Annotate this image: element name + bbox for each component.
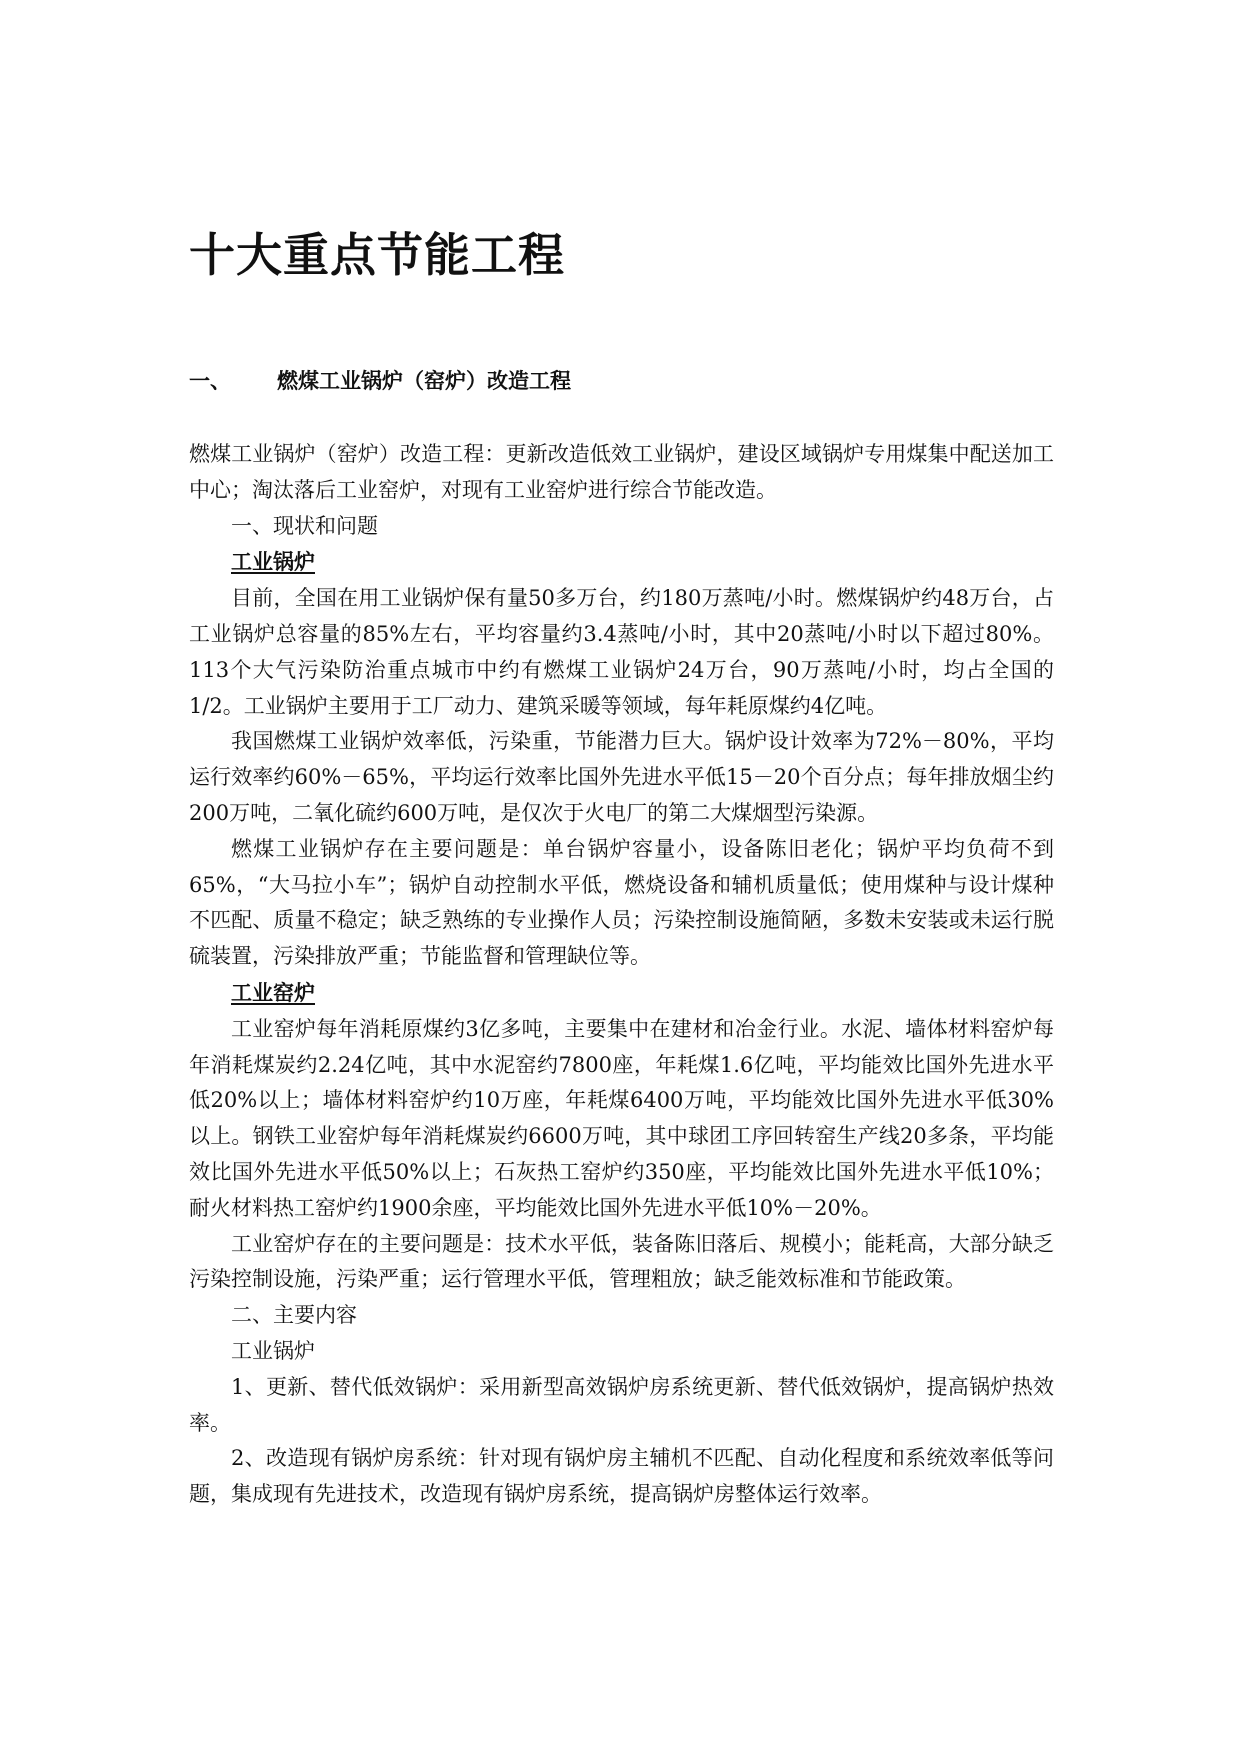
paragraph-kiln-problems: 工业窑炉存在的主要问题是：技术水平低，装备陈旧落后、规模小；能耗高，大部分缺乏污染控制设施，污染严重；运行管理水平低，管理粗放；缺乏能效标准和节能政策。: [189, 1231, 1054, 1292]
subsection-heading-status: 一、现状和问题: [231, 513, 378, 538]
content-item-2: 2、改造现有锅炉房系统：针对现有锅炉房主辅机不匹配、自动化程度和系统效率低等问题，集成现有先进技术，改造现有锅炉房系统，提高锅炉房整体运行效率。: [189, 1446, 1054, 1507]
subheading-label: 工业锅炉: [231, 549, 315, 575]
paragraph-boiler-problems: 燃煤工业锅炉存在主要问题是：单台锅炉容量小，设备陈旧老化；锅炉平均负荷不到65%，“大马拉小车”；锅炉自动控制水平低，燃烧设备和辅机质量低；使用煤种与设计煤种不匹配、质量不稳定；缺乏熟练的专业操作人员；污染控制设施简陋，多数未安装或未运行脱硫装置，污染排放严重；节能监督和管理缺位等。: [189, 836, 1054, 969]
paragraph-boiler-stats: 目前，全国在用工业锅炉保有量50多万台，约180万蒸吨/小时。燃煤锅炉约48万台，占工业锅炉总容量的85%左右，平均容量约3.4蒸吨/小时，其中20蒸吨/小时以下超过80%。113个大气污染防治重点城市中约有燃煤工业锅炉24万台，90万蒸吨/小时，均占全国的1/2。工业锅炉主要用于工厂动力、建筑采暖等领域，每年耗原煤约4亿吨。: [189, 586, 1054, 718]
content-item-1: 1、更新、替代低效锅炉：采用新型高效锅炉房系统更新、替代低效锅炉，提高锅炉热效率。: [189, 1374, 1054, 1435]
subheading-industrial-kilns: [189, 975, 1054, 1012]
subheading-label: 工业窑炉: [231, 979, 315, 1005]
intro-paragraph: 燃煤工业锅炉（窑炉）改造工程：更新改造低效工业锅炉，建设区域锅炉专用煤集中配送加工中心；淘汰落后工业窑炉，对现有工业窑炉进行综合节能改造。: [189, 442, 1054, 502]
section-title: 燃煤工业锅炉（窑炉）改造工程: [277, 369, 571, 393]
subheading-industrial-boilers: [189, 544, 1054, 581]
section-number: 一、: [189, 369, 231, 393]
subsection-heading-content: 二、主要内容: [231, 1303, 357, 1328]
paragraph-kiln-stats: 工业窑炉每年消耗原煤约3亿多吨，主要集中在建材和冶金行业。水泥、墙体材料窑炉每年消耗煤炭约2.24亿吨，其中水泥窑约7800座，年耗煤1.6亿吨，平均能效比国外先进水平低20%以上；墙体材料窑炉约10万座，年耗煤6400万吨，平均能效比国外先进水平低30%以上。钢铁工业窑炉每年消耗煤炭约6600万吨，其中球团工序回转窑生产线20多条，平均能效比国外先进水平低50%以上；石灰热工窑炉约350座，平均能效比国外先进水平低10%；耐火材料热工窑炉约1900余座，平均能效比国外先进水平低10%－20%。: [189, 1016, 1054, 1220]
document-title: 十大重点节能工程: [189, 228, 565, 282]
content-heading-boilers: 工业锅炉: [231, 1338, 315, 1363]
section-heading: [189, 368, 571, 395]
paragraph-boiler-efficiency: 我国燃煤工业锅炉效率低，污染重，节能潜力巨大。锅炉设计效率为72%－80%，平均运行效率约60%－65%，平均运行效率比国外先进水平低15－20个百分点；每年排放烟尘约200万吨，二氧化硫约600万吨，是仅次于火电厂的第二大煤烟型污染源。: [189, 729, 1054, 825]
document-body: [189, 437, 1054, 1513]
